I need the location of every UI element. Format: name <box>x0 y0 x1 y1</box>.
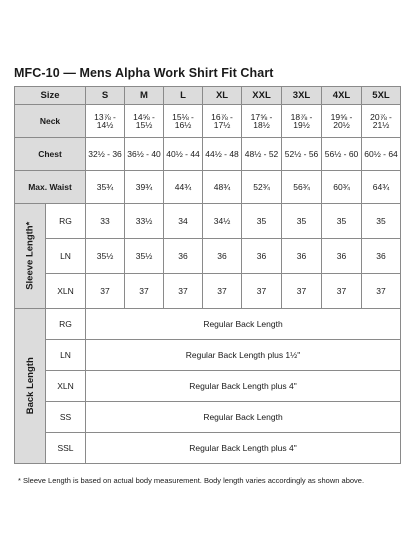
fit-chart-table <box>14 86 401 464</box>
footnote: * Sleeve Length is based on actual body measurement. Body length varies accordingly as shown above. <box>18 476 365 485</box>
back-length-text: Regular Back Length plus 4" <box>86 433 401 464</box>
sleeve-length-label-cell <box>15 204 46 309</box>
sleeve-code: RG <box>46 204 86 239</box>
sleeve-code: XLN <box>46 274 86 309</box>
neck-row <box>15 105 401 138</box>
size-header-cell: 3XL <box>282 87 322 105</box>
sleeve-row <box>15 274 401 309</box>
size-header-row <box>15 87 401 105</box>
sleeve-cell: 35 <box>282 204 322 239</box>
neck-cell: 13⅞ - 14½ <box>86 105 125 138</box>
sleeve-cell: 35 <box>322 204 362 239</box>
back-length-row <box>15 309 401 340</box>
chest-row <box>15 138 401 171</box>
back-length-code: XLN <box>46 371 86 402</box>
size-header-cell: XXL <box>242 87 282 105</box>
sleeve-length-label: Sleeve Length* <box>24 221 36 291</box>
waist-cell: 44¾ <box>164 171 203 204</box>
sleeve-cell: 34 <box>164 204 203 239</box>
waist-cell: 60¾ <box>322 171 362 204</box>
waist-cell: 48¾ <box>203 171 242 204</box>
sleeve-cell: 37 <box>242 274 282 309</box>
sleeve-cell: 35 <box>362 204 401 239</box>
back-length-row <box>15 340 401 371</box>
back-length-code: RG <box>46 309 86 340</box>
waist-cell: 56¾ <box>282 171 322 204</box>
sleeve-cell: 37 <box>203 274 242 309</box>
size-header-cell: XL <box>203 87 242 105</box>
back-length-row <box>15 371 401 402</box>
neck-cell: 15⅛ - 16½ <box>164 105 203 138</box>
back-length-code: SSL <box>46 433 86 464</box>
sleeve-cell: 37 <box>322 274 362 309</box>
chest-cell: 52½ - 56 <box>282 138 322 171</box>
neck-label: Neck <box>15 105 86 138</box>
chest-cell: 40½ - 44 <box>164 138 203 171</box>
page-title: MFC-10 — Mens Alpha Work Shirt Fit Chart <box>14 66 274 80</box>
sleeve-cell: 36 <box>242 239 282 274</box>
chest-cell: 32½ - 36 <box>86 138 125 171</box>
waist-cell: 52¾ <box>242 171 282 204</box>
waist-cell: 39¾ <box>125 171 164 204</box>
sleeve-code: LN <box>46 239 86 274</box>
back-length-text: Regular Back Length <box>86 309 401 340</box>
neck-cell: 20⅞ - 21½ <box>362 105 401 138</box>
back-length-label: Back Length <box>24 357 36 415</box>
sleeve-cell: 37 <box>164 274 203 309</box>
chest-cell: 60½ - 64 <box>362 138 401 171</box>
sleeve-cell: 37 <box>282 274 322 309</box>
waist-cell: 35¾ <box>86 171 125 204</box>
chest-cell: 44½ - 48 <box>203 138 242 171</box>
size-header-cell: S <box>86 87 125 105</box>
back-length-code: SS <box>46 402 86 433</box>
back-length-row <box>15 433 401 464</box>
sleeve-cell: 37 <box>362 274 401 309</box>
sleeve-row <box>15 204 401 239</box>
size-header-cell: M <box>125 87 164 105</box>
back-length-text: Regular Back Length plus 1½" <box>86 340 401 371</box>
neck-cell: 19⅝ - 20½ <box>322 105 362 138</box>
sleeve-cell: 36 <box>322 239 362 274</box>
sleeve-cell: 36 <box>203 239 242 274</box>
sleeve-cell: 36 <box>362 239 401 274</box>
sleeve-cell: 35½ <box>86 239 125 274</box>
sleeve-cell: 37 <box>86 274 125 309</box>
chest-cell: 36½ - 40 <box>125 138 164 171</box>
back-length-text: Regular Back Length plus 4" <box>86 371 401 402</box>
sleeve-cell: 36 <box>282 239 322 274</box>
back-length-row <box>15 402 401 433</box>
back-length-code: LN <box>46 340 86 371</box>
sleeve-cell: 37 <box>125 274 164 309</box>
back-length-text: Regular Back Length <box>86 402 401 433</box>
waist-row <box>15 171 401 204</box>
size-header-cell: 5XL <box>362 87 401 105</box>
back-length-label-cell <box>15 309 46 464</box>
neck-cell: 16⅞ - 17½ <box>203 105 242 138</box>
size-header-label: Size <box>15 87 86 105</box>
sleeve-cell: 35½ <box>125 239 164 274</box>
sleeve-cell: 35 <box>242 204 282 239</box>
chest-label: Chest <box>15 138 86 171</box>
sleeve-cell: 33½ <box>125 204 164 239</box>
chest-cell: 56½ - 60 <box>322 138 362 171</box>
waist-label: Max. Waist <box>15 171 86 204</box>
sleeve-row <box>15 239 401 274</box>
sleeve-cell: 33 <box>86 204 125 239</box>
waist-cell: 64¾ <box>362 171 401 204</box>
neck-cell: 18⅞ - 19½ <box>282 105 322 138</box>
sleeve-cell: 36 <box>164 239 203 274</box>
chest-cell: 48½ - 52 <box>242 138 282 171</box>
size-header-cell: L <box>164 87 203 105</box>
neck-cell: 14⅝ - 15½ <box>125 105 164 138</box>
neck-cell: 17⅝ - 18½ <box>242 105 282 138</box>
size-header-cell: 4XL <box>322 87 362 105</box>
sleeve-cell: 34½ <box>203 204 242 239</box>
